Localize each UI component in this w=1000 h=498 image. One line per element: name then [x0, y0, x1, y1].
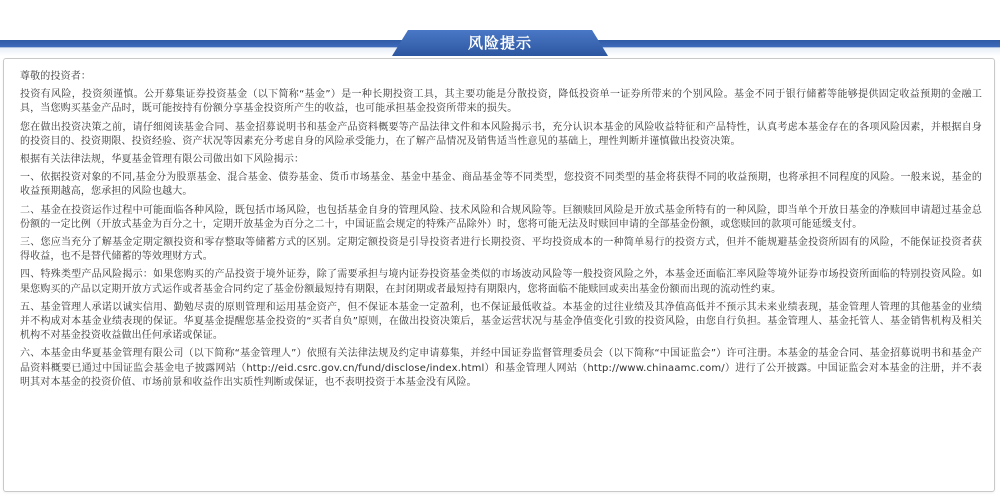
paragraph-disclosure-lead: 根据有关法律法规，华夏基金管理有限公司做出如下风险揭示： [20, 154, 305, 166]
paragraph-item-5: 五、基金管理人承诺以诚实信用、勤勉尽责的原则管理和运用基金资产，但不保证本基金一定盈利，也不保证最低收益。本基金的过往业绩及其净值高低并不预示其未来业绩表现，基金管理人管理的其他基金的业绩并不构成对本基金业绩表现的保证。华夏基金提醒您基金投资的“买者自负”原则，在做出投资决策后，基金运营状况与基金净值变化引致的投资风险，由您自行负担。基金管理人、基金托管人、基金销售机构及相关机构不对基金投资收益做出任何承诺或保证。 [20, 301, 982, 342]
paragraph-decision: 您在做出投资决策之前，请仔细阅读基金合同、基金招募说明书和基金产品资料概要等产品法律文件和本风险揭示书，充分认识本基金的风险收益特征和产品特性，认真考虑本基金存在的各项风险因素，并根据自身的投资目的、投资期限、投资经验、资产状况等因素充分考虑自身的风险承受能力，在了解产品情况及销售适当性意见的基础上，理性判断并谨慎做出投资决策。 [20, 121, 982, 147]
paragraph-item-6: 六、本基金由华夏基金管理有限公司（以下简称“基金管理人”）依照有关法律法规及约定申请募集，并经中国证券监督管理委员会（以下简称“中国证监会”）许可注册。本基金的基金合同、基金招募说明书和基金产品资料概要已通过中国证监会基金电子披露网站（http://eid.csrc.gov.cn/fund/disclose/index.html）和基金管理人网站（http://www.chinaamc.com/）进行了公开披露。中国证监会对本基金的注册，并不表明其对本基金的投资价值、市场前景和收益作出实质性判断或保证，也不表明投资于本基金没有风险。 [20, 348, 982, 388]
paragraph-item-1: 一、依据投资对象的不同,基金分为股票基金、混合基金、债券基金、货币市场基金、基金中基金、商品基金等不同类型，您投资不同类型的基金将获得不同的收益预期，也将承担不同程度的风险。一般来说，基金的收益预期越高，您承担的风险也越大。 [20, 172, 982, 198]
page-title: 风险提示 [467, 34, 532, 52]
greeting: 尊敬的投资者： [20, 71, 92, 82]
risk-disclosure-panel [3, 58, 995, 492]
paragraph-item-2: 二、基金在投资运作过程中可能面临各种风险，既包括市场风险，也包括基金自身的管理风险、技术风险和合规风险等。巨额赎回风险是开放式基金所特有的一种风险，即当单个开放日基金的净赎回申请超过基金总份额的一定比例（开放式基金为百分之十，定期开放基金为百分之二十，中国证监会规定的特殊产品除外）时，您将可能无法及时赎回申请的全部基金份额，或您赎回的款项可能延缓支付。 [20, 204, 982, 230]
risk-disclosure-text [20, 70, 982, 394]
title-tab [392, 30, 608, 56]
paragraph-intro: 投资有风险，投资须谨慎。公开募集证券投资基金（以下简称“基金”）是一种长期投资工具，其主要功能是分散投资，降低投资单一证券所带来的个别风险。基金不同于银行储蓄等能够提供固定收益预期的金融工具，当您购买基金产品时，既可能按持有份额分享基金投资所产生的收益，也可能承担基金投资所带来的损失。 [20, 89, 982, 115]
paragraph-item-4: 四、特殊类型产品风险揭示：如果您购买的产品投资于境外证券，除了需要承担与境内证券投资基金类似的市场波动风险等一般投资风险之外，本基金还面临汇率风险等境外证券市场投资所面临的特别投资风险。如果您购买的产品以定期开放方式运作或者基金合同约定了基金份额最短持有期限，在封闭期或者最短持有期限内，您将面临不能赎回或卖出基金份额而出现的流动性约束。 [20, 269, 982, 295]
paragraph-item-3: 三、您应当充分了解基金定期定额投资和零存整取等储蓄方式的区别。定期定额投资是引导投资者进行长期投资、平均投资成本的一种简单易行的投资方式，但并不能规避基金投资所固有的风险，不能保证投资者获得收益，也不是替代储蓄的等效理财方式。 [20, 237, 982, 263]
header-band [0, 0, 1000, 56]
